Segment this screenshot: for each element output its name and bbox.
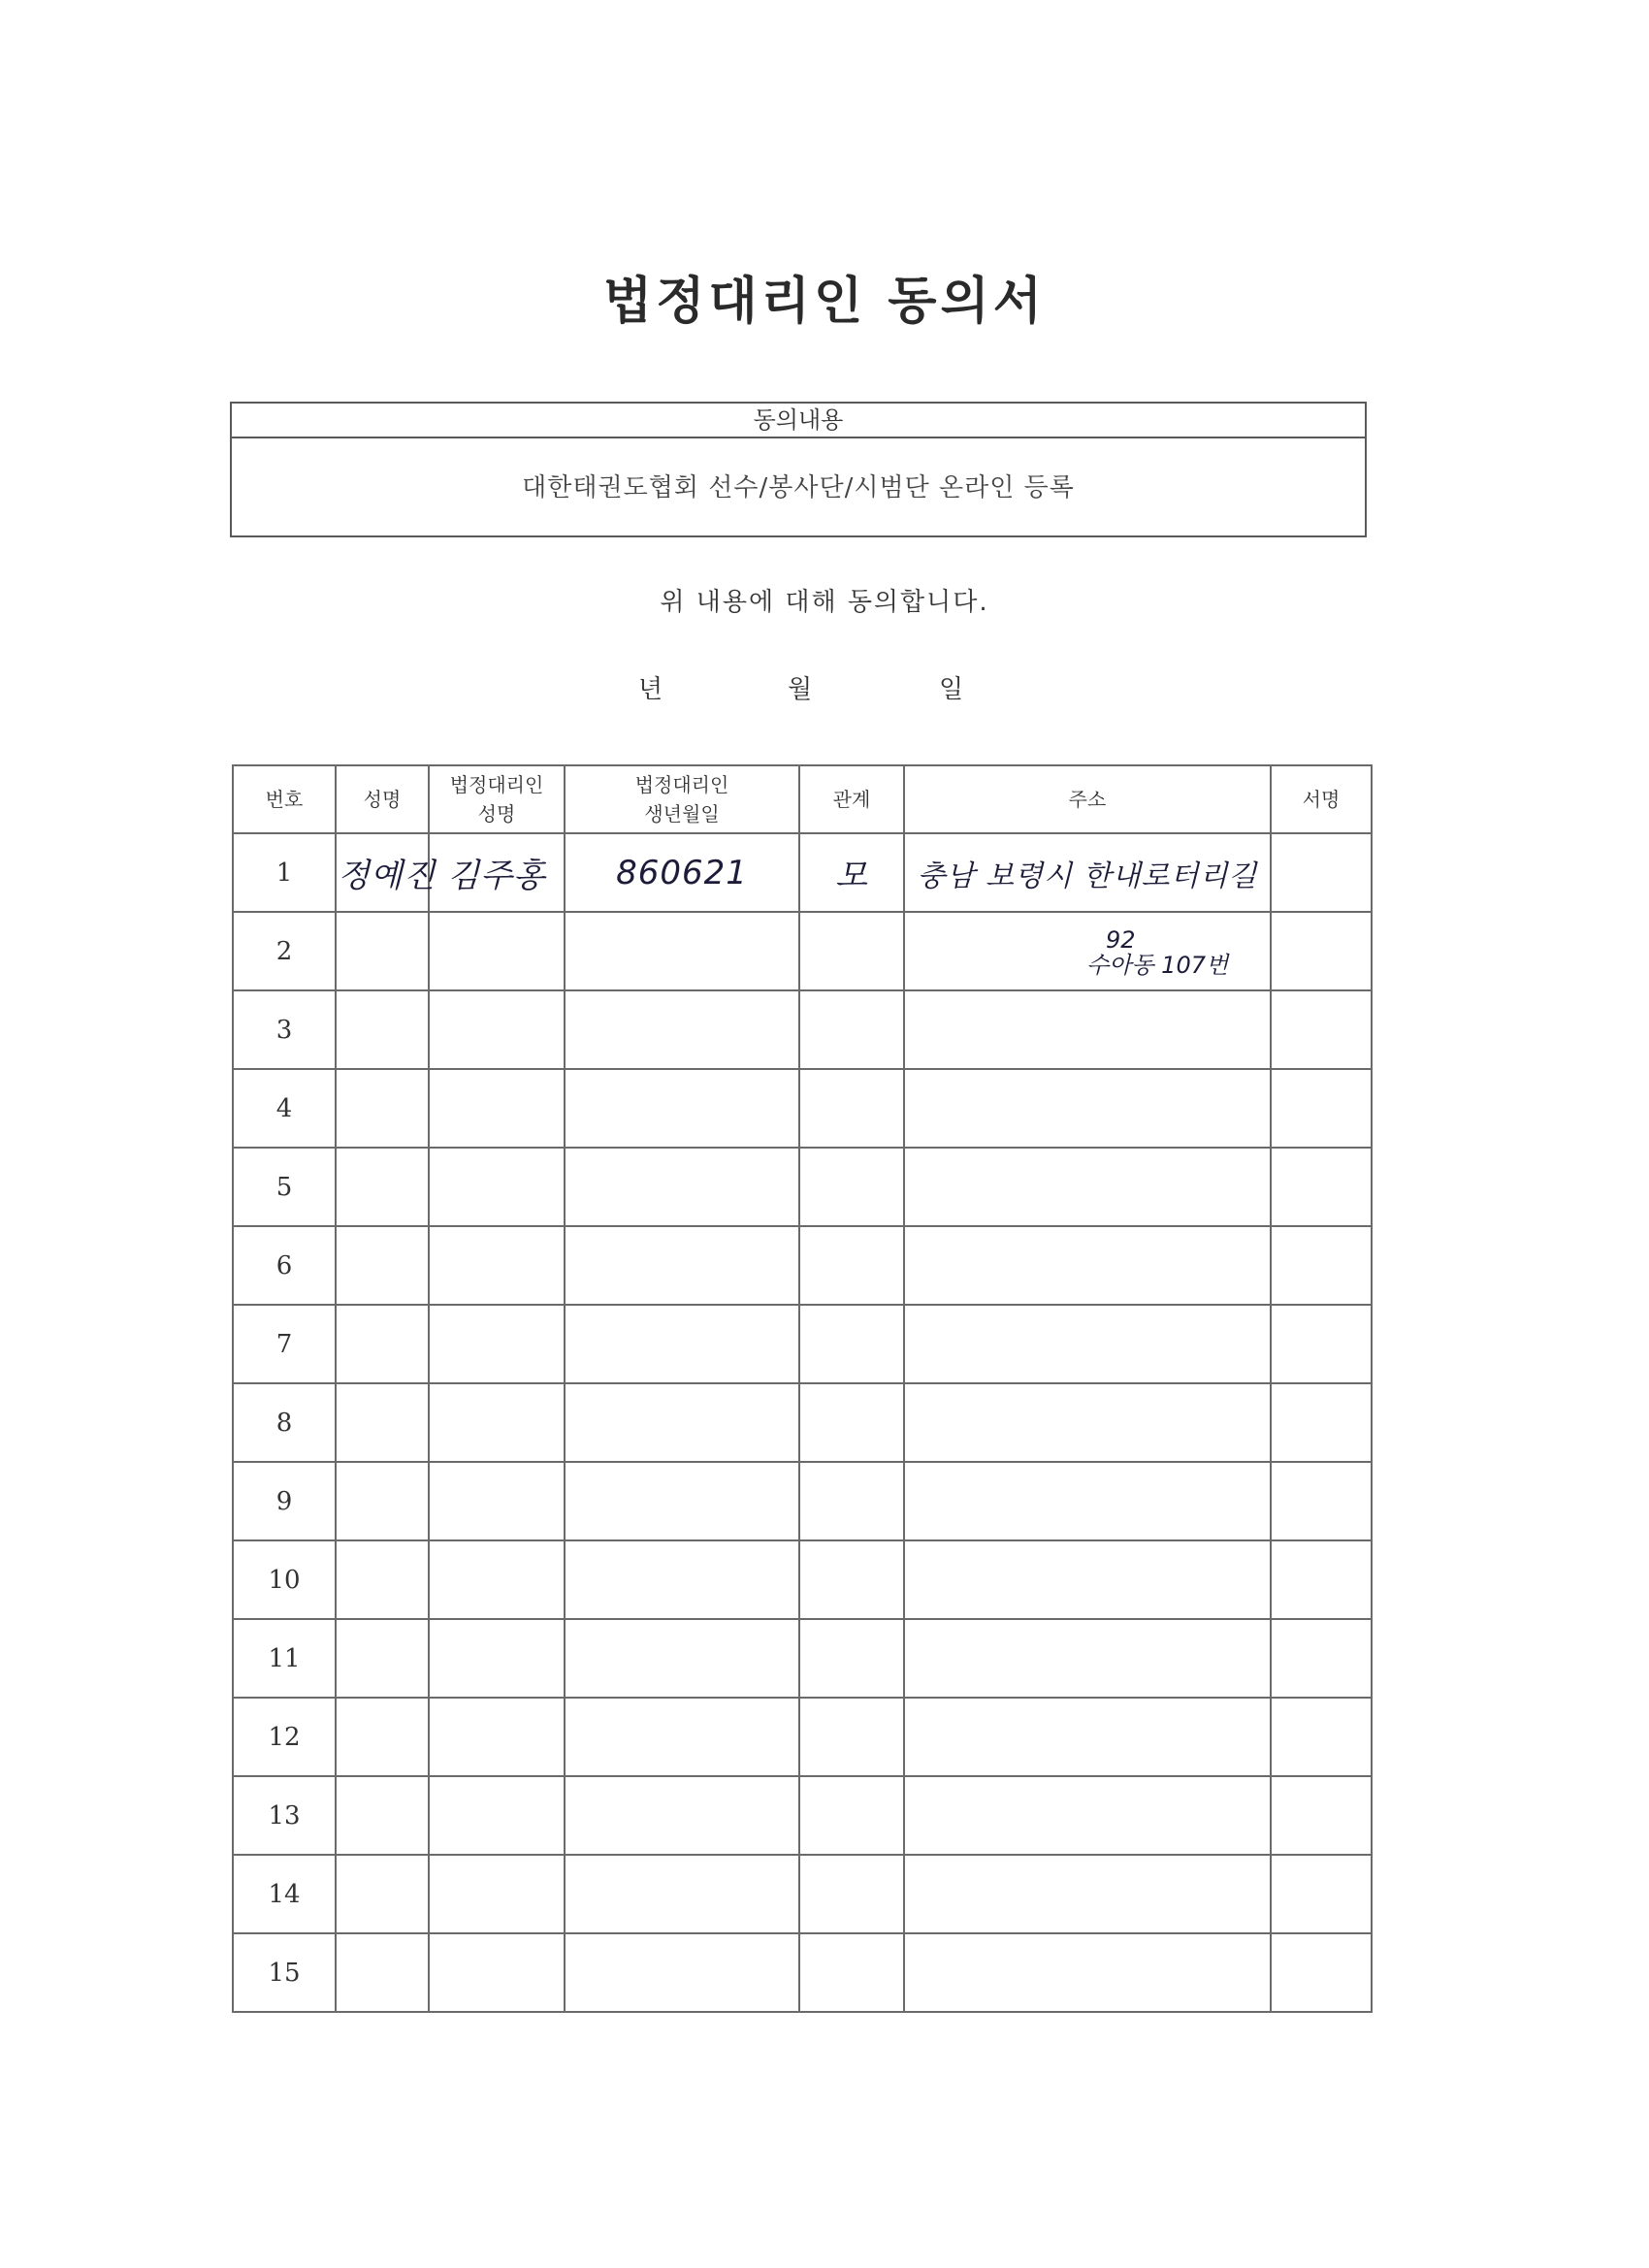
header-guardian-birth-line1: 법정대리인 bbox=[634, 773, 729, 796]
table-row bbox=[233, 990, 1372, 1069]
cell-signature bbox=[1271, 1698, 1372, 1776]
cell-relation bbox=[799, 990, 904, 1069]
cell-guardian-birth bbox=[565, 912, 799, 990]
cell-signature bbox=[1271, 1619, 1372, 1698]
cell-name bbox=[336, 1305, 429, 1383]
address-overflow-line1: 92 bbox=[1106, 926, 1136, 954]
cell-no: 1 bbox=[233, 833, 336, 912]
header-address: 주소 bbox=[904, 765, 1271, 833]
table-row bbox=[233, 1933, 1372, 2012]
cell-guardian-birth bbox=[565, 1540, 799, 1619]
table-row bbox=[233, 1305, 1372, 1383]
cell-name bbox=[336, 1933, 429, 2012]
table-row bbox=[233, 1383, 1372, 1462]
cell-address bbox=[904, 1933, 1271, 2012]
cell-address bbox=[904, 990, 1271, 1069]
cell-name bbox=[336, 1069, 429, 1148]
cell-address bbox=[904, 1698, 1271, 1776]
cell-guardian-name bbox=[429, 1933, 565, 2012]
cell-signature bbox=[1271, 1069, 1372, 1148]
cell-relation bbox=[799, 1776, 904, 1855]
header-signature: 서명 bbox=[1271, 765, 1372, 833]
cell-no: 3 bbox=[233, 990, 336, 1069]
cell-no: 12 bbox=[233, 1698, 336, 1776]
cell-no: 2 bbox=[233, 912, 336, 990]
table-row bbox=[233, 1226, 1372, 1305]
cell-address bbox=[904, 1855, 1271, 1933]
cell-guardian-name bbox=[429, 1069, 565, 1148]
cell-guardian-birth-text: 860621 bbox=[616, 853, 748, 892]
cell-no: 8 bbox=[233, 1383, 336, 1462]
date-line bbox=[0, 669, 1649, 708]
cell-name bbox=[336, 912, 429, 990]
cell-guardian-name bbox=[429, 1305, 565, 1383]
cell-name bbox=[336, 1462, 429, 1540]
cell-signature bbox=[1271, 1540, 1372, 1619]
cell-relation bbox=[799, 1462, 904, 1540]
cell-guardian-name bbox=[429, 1383, 565, 1462]
date-day-label: 일 bbox=[939, 675, 964, 704]
table-row bbox=[233, 1619, 1372, 1698]
cell-signature bbox=[1271, 1855, 1372, 1933]
cell-no: 13 bbox=[233, 1776, 336, 1855]
cell-relation bbox=[799, 1069, 904, 1148]
cell-guardian-birth bbox=[565, 1933, 799, 2012]
header-guardian-birth-line2: 생년월일 bbox=[644, 802, 720, 826]
cell-address-text: 충남 보령시 한내로터리길 bbox=[917, 859, 1258, 893]
cell-guardian-birth bbox=[565, 990, 799, 1069]
cell-no: 15 bbox=[233, 1933, 336, 2012]
cell-signature bbox=[1271, 990, 1372, 1069]
cell-no: 5 bbox=[233, 1148, 336, 1226]
cell-relation bbox=[799, 1855, 904, 1933]
cell-guardian-name bbox=[429, 1619, 565, 1698]
cell-guardian-name bbox=[429, 1855, 565, 1933]
cell-guardian-name bbox=[429, 1776, 565, 1855]
cell-guardian-name-text: 김주홍 bbox=[447, 857, 546, 895]
cell-relation bbox=[799, 1540, 904, 1619]
cell-name bbox=[336, 1148, 429, 1226]
cell-no: 9 bbox=[233, 1462, 336, 1540]
cell-relation bbox=[799, 1698, 904, 1776]
cell-no: 6 bbox=[233, 1226, 336, 1305]
cell-address bbox=[904, 1462, 1271, 1540]
cell-relation bbox=[799, 1619, 904, 1698]
consent-content: 대한태권도협회 선수/봉사단/시범단 온라인 등록 bbox=[522, 473, 1075, 502]
cell-relation bbox=[799, 912, 904, 990]
address-overflow-handwriting bbox=[1086, 927, 1228, 978]
header-guardian-name bbox=[429, 765, 565, 833]
cell-name bbox=[336, 1540, 429, 1619]
cell-name bbox=[336, 1226, 429, 1305]
table-row bbox=[233, 1462, 1372, 1540]
cell-address bbox=[904, 833, 1271, 912]
cell-no: 11 bbox=[233, 1619, 336, 1698]
consent-header: 동의내용 bbox=[232, 404, 1365, 438]
consent-box bbox=[230, 402, 1367, 537]
table-header-row bbox=[233, 765, 1372, 833]
cell-guardian-name bbox=[429, 1148, 565, 1226]
cell-name bbox=[336, 1855, 429, 1933]
cell-guardian-name bbox=[429, 990, 565, 1069]
cell-relation-text: 모 bbox=[835, 857, 868, 895]
date-year-label: 년 bbox=[638, 675, 663, 704]
cell-guardian-birth bbox=[565, 1855, 799, 1933]
cell-guardian-birth bbox=[565, 1305, 799, 1383]
cell-guardian-birth bbox=[565, 1619, 799, 1698]
cell-guardian-name bbox=[429, 833, 565, 912]
cell-name-text: 정예진 bbox=[338, 857, 436, 895]
cell-guardian-birth bbox=[565, 1148, 799, 1226]
cell-relation bbox=[799, 1383, 904, 1462]
cell-guardian-name bbox=[429, 912, 565, 990]
table-row bbox=[233, 1855, 1372, 1933]
header-name: 성명 bbox=[336, 765, 429, 833]
header-guardian-name-line2: 성명 bbox=[477, 802, 516, 826]
cell-guardian-birth bbox=[565, 1069, 799, 1148]
cell-guardian-birth bbox=[565, 1698, 799, 1776]
cell-name bbox=[336, 990, 429, 1069]
header-guardian-name-line1: 법정대리인 bbox=[449, 773, 544, 796]
cell-address bbox=[904, 1148, 1271, 1226]
cell-address bbox=[904, 1069, 1271, 1148]
table-row bbox=[233, 1148, 1372, 1226]
cell-signature bbox=[1271, 1933, 1372, 2012]
table-row bbox=[233, 1698, 1372, 1776]
cell-guardian-birth bbox=[565, 1462, 799, 1540]
date-month-label: 월 bbox=[788, 675, 813, 704]
cell-relation bbox=[799, 1933, 904, 2012]
cell-name bbox=[336, 1776, 429, 1855]
cell-address bbox=[904, 1305, 1271, 1383]
header-relation: 관계 bbox=[799, 765, 904, 833]
cell-name bbox=[336, 1383, 429, 1462]
cell-no: 10 bbox=[233, 1540, 336, 1619]
cell-relation bbox=[799, 833, 904, 912]
cell-guardian-name bbox=[429, 1226, 565, 1305]
cell-guardian-name bbox=[429, 1462, 565, 1540]
cell-relation bbox=[799, 1148, 904, 1226]
cell-address bbox=[904, 1226, 1271, 1305]
table-row bbox=[233, 833, 1372, 912]
cell-signature bbox=[1271, 1776, 1372, 1855]
cell-signature bbox=[1271, 1148, 1372, 1226]
document-title: 법정대리인 동의서 bbox=[603, 273, 1046, 331]
cell-relation bbox=[799, 1305, 904, 1383]
cell-address bbox=[904, 1776, 1271, 1855]
table-row bbox=[233, 1776, 1372, 1855]
cell-guardian-birth bbox=[565, 1226, 799, 1305]
cell-signature bbox=[1271, 1305, 1372, 1383]
table-row bbox=[233, 1540, 1372, 1619]
cell-address bbox=[904, 1619, 1271, 1698]
cell-guardian-birth bbox=[565, 833, 799, 912]
header-guardian-birth bbox=[565, 765, 799, 833]
cell-no: 4 bbox=[233, 1069, 336, 1148]
cell-no: 7 bbox=[233, 1305, 336, 1383]
cell-signature bbox=[1271, 1383, 1372, 1462]
table-row bbox=[233, 1069, 1372, 1148]
cell-signature bbox=[1271, 1226, 1372, 1305]
agreement-statement: 위 내용에 대해 동의합니다. bbox=[660, 588, 989, 617]
cell-guardian-birth bbox=[565, 1776, 799, 1855]
address-overflow-line2: 수아동 107번 bbox=[1086, 952, 1229, 979]
cell-guardian-birth bbox=[565, 1383, 799, 1462]
cell-guardian-name bbox=[429, 1698, 565, 1776]
cell-name bbox=[336, 833, 436, 912]
cell-signature bbox=[1271, 1462, 1372, 1540]
cell-relation bbox=[799, 1226, 904, 1305]
cell-name bbox=[336, 1619, 429, 1698]
cell-signature bbox=[1271, 912, 1372, 990]
cell-no: 14 bbox=[233, 1855, 336, 1933]
cell-name bbox=[336, 1698, 429, 1776]
header-no: 번호 bbox=[233, 765, 336, 833]
cell-signature bbox=[1271, 833, 1372, 912]
cell-address bbox=[904, 1383, 1271, 1462]
cell-guardian-name bbox=[429, 1540, 565, 1619]
cell-address bbox=[904, 1540, 1271, 1619]
